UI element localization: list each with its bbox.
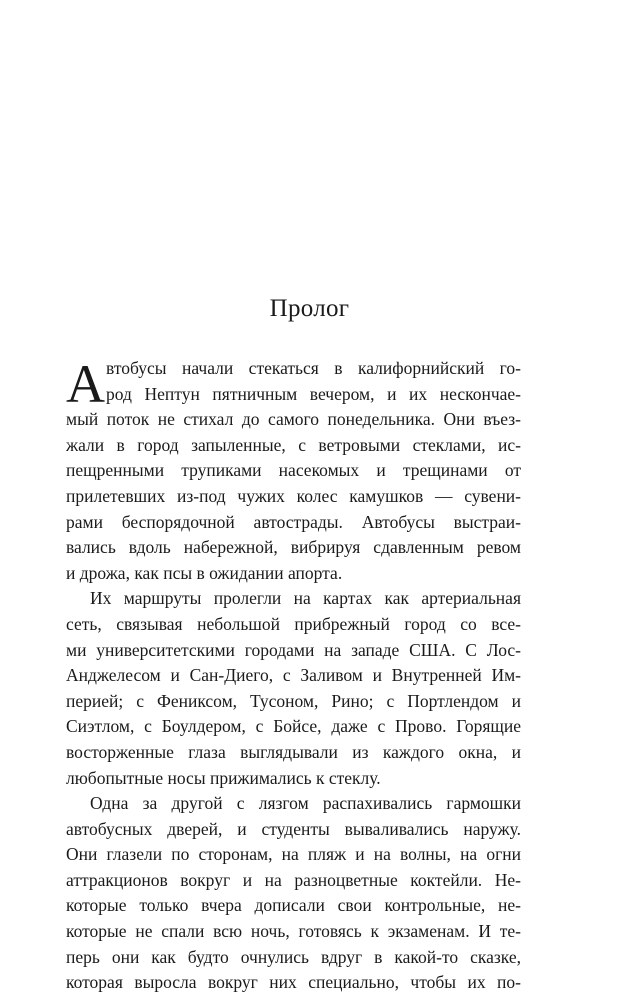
text-line: сеть, связывая небольшой прибрежный город со все- [66, 613, 521, 634]
text-line: которые только вчера дописали свои контрольные, не- [66, 895, 521, 916]
text-line: втобусы начали стекаться в калифорнийский го- [106, 358, 521, 378]
text-line: рами беспорядочной автострады. Автобусы выстраи- [66, 511, 521, 532]
text-line: ми университетскими городами на западе США. С Лос- [66, 639, 521, 660]
text-line: автобусных дверей, и студенты вываливались наружу. [66, 818, 521, 839]
chapter-title: Пролог [269, 294, 350, 322]
text-line: Они глазели по сторонам, на пляж и на волны, на огни [66, 844, 521, 865]
text-line: восторженные глаза выглядывали из каждого окна, и [66, 741, 521, 762]
paragraph-2 [66, 586, 521, 791]
text-line: аттракционов вокруг и на разноцветные коктейли. Не- [66, 869, 521, 890]
text-line: род Нептун пятничным вечером, и их нескончае- [106, 383, 521, 404]
text-line: Их маршруты пролегли на картах как артериальная [90, 588, 521, 609]
paragraph-1 [66, 356, 521, 586]
drop-cap: А [66, 354, 105, 414]
text-line: перией; с Фениксом, Тусоном, Рино; с Портлендом и [66, 690, 521, 711]
paragraph-3 [66, 791, 521, 996]
text-line: Одна за другой с лязгом распахивались гармошки [90, 793, 521, 814]
text-line: которая выросла вокруг них специально, чтобы их по- [66, 972, 521, 993]
text-line: пещренными трупиками насекомых и трещинами от [66, 460, 521, 481]
text-line: мый поток не стихал до самого понедельника. Они въез- [66, 409, 521, 430]
text-line: Сиэтлом, с Боулдером, с Бойсе, даже с Прово. Горящие [66, 716, 521, 737]
text-line: и дрожа, как псы в ожидании апорта. [66, 562, 343, 583]
text-line: любопытные носы прижимались к стеклу. [66, 767, 381, 788]
text-line: вались вдоль набережной, вибрируя сдавленным ревом [66, 537, 521, 558]
text-line: перь они как будто очнулись вдруг в какой-то сказке, [66, 946, 521, 967]
text-line: Анджелесом и Сан-Диего, с Заливом и Внутренней Им- [66, 665, 521, 686]
text-line: прилетевших из-под чужих колес камушков — сувени- [66, 485, 521, 506]
text-line: которые не спали всю ночь, готовясь к экзаменам. И те- [66, 921, 521, 942]
text-line: жали в город запыленные, с ветровыми стеклами, ис- [66, 434, 521, 455]
body-text [66, 356, 521, 996]
